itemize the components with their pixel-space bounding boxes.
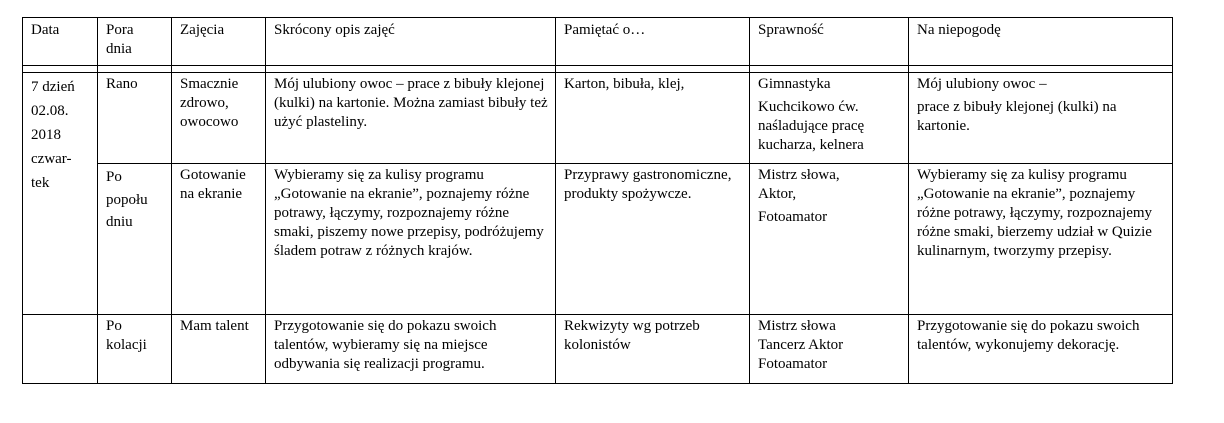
- schedule-table-wrapper: [22, 17, 1172, 384]
- zajecia-cell: Mam talent: [172, 315, 266, 384]
- opis-cell: Przygotowanie się do pokazu swoich talentów, wybieramy się na miejsce odbywania się realizacji programu.: [266, 315, 556, 384]
- spacer-cell: [98, 66, 172, 73]
- header-niepogoda: Na niepogodę: [909, 18, 1173, 66]
- sprawnosc-item: Fotoamator: [758, 209, 828, 225]
- zajecia-cell: Gotowanie na ekranie: [172, 164, 266, 315]
- sprawnosc-item: Tancerz Aktor: [758, 337, 844, 353]
- pora-cell: Po kolacji: [98, 315, 172, 384]
- date-line: 7 dzień: [31, 79, 75, 95]
- spacer-cell: [909, 66, 1173, 73]
- zajecia-cell: Smacznie zdrowo, owocowo: [172, 73, 266, 164]
- sprawnosc-item: Aktor,: [758, 186, 797, 202]
- date-cell-empty: [23, 315, 98, 384]
- niepogoda-line: prace z bibuły klejonej (kulki) na kartonie.: [917, 99, 1117, 134]
- header-pora-dnia-text: Pora dnia: [106, 22, 134, 57]
- sprawnosc-item: Mistrz słowa,: [758, 167, 840, 183]
- sprawnosc-cell: [750, 73, 909, 164]
- date-line: czwar-: [31, 151, 72, 167]
- date-line: 2018: [31, 127, 61, 143]
- niepogoda-line: Mój ulubiony owoc –: [917, 76, 1047, 92]
- date-cell: [23, 73, 98, 315]
- pora-cell: [98, 164, 172, 315]
- spacer-cell: [172, 66, 266, 73]
- date-line: tek: [31, 175, 50, 191]
- sprawnosc-item: Kuchcikowo ćw. naśladujące pracę kucharza, kelnera: [758, 99, 865, 153]
- niepogoda-cell: Wybieramy się za kulisy programu „Gotowanie na ekranie”, poznajemy różne potrawy, łączymy, rozpoznajemy różne smaki, bierzemy udział w Quizie kulinarnym, tworzymy przepisy.: [909, 164, 1173, 315]
- table-row-po-kolacji: [23, 315, 1173, 384]
- header-zajecia: Zajęcia: [172, 18, 266, 66]
- spacer-cell: [556, 66, 750, 73]
- date-line: 02.08.: [31, 103, 69, 119]
- header-row: [23, 18, 1173, 66]
- header-data: Data: [23, 18, 98, 66]
- header-pora-dnia: [98, 18, 172, 66]
- spacer-cell: [266, 66, 556, 73]
- pora-line: popołu: [106, 192, 148, 208]
- niepogoda-cell: Przygotowanie się do pokazu swoich talentów, wykonujemy dekorację.: [909, 315, 1173, 384]
- pamietac-cell: Karton, bibuła, klej,: [556, 73, 750, 164]
- spacer-row: [23, 66, 1173, 73]
- spacer-cell: [23, 66, 98, 73]
- header-opis: Skrócony opis zajęć: [266, 18, 556, 66]
- sprawnosc-item: Fotoamator: [758, 356, 828, 372]
- sprawnosc-item: Mistrz słowa: [758, 318, 836, 334]
- table-row-rano: [23, 73, 1173, 164]
- header-sprawnosc: Sprawność: [750, 18, 909, 66]
- table-row-popoludniu: [23, 164, 1173, 315]
- sprawnosc-item: Gimnastyka: [758, 76, 831, 92]
- schedule-table: [22, 17, 1173, 384]
- opis-cell: Mój ulubiony owoc – prace z bibuły klejonej (kulki) na kartonie. Można zamiast bibuły też użyć plasteliny.: [266, 73, 556, 164]
- niepogoda-cell: [909, 73, 1173, 164]
- pamietac-cell: Rekwizyty wg potrzeb kolonistów: [556, 315, 750, 384]
- pora-line: dniu: [106, 214, 133, 230]
- spacer-cell: [750, 66, 909, 73]
- opis-cell: Wybieramy się za kulisy programu „Gotowanie na ekranie”, poznajemy różne potrawy, łączymy, rozpoznajemy różne smaki, piszemy nowe przepisy, podróżujemy śladem potraw z różnych krajów.: [266, 164, 556, 315]
- sprawnosc-cell: [750, 315, 909, 384]
- pamietac-cell: Przyprawy gastronomiczne, produkty spożywcze.: [556, 164, 750, 315]
- header-pamietac: Pamiętać o…: [556, 18, 750, 66]
- sprawnosc-cell: [750, 164, 909, 315]
- pora-line: Po: [106, 169, 122, 185]
- pora-cell: Rano: [98, 73, 172, 164]
